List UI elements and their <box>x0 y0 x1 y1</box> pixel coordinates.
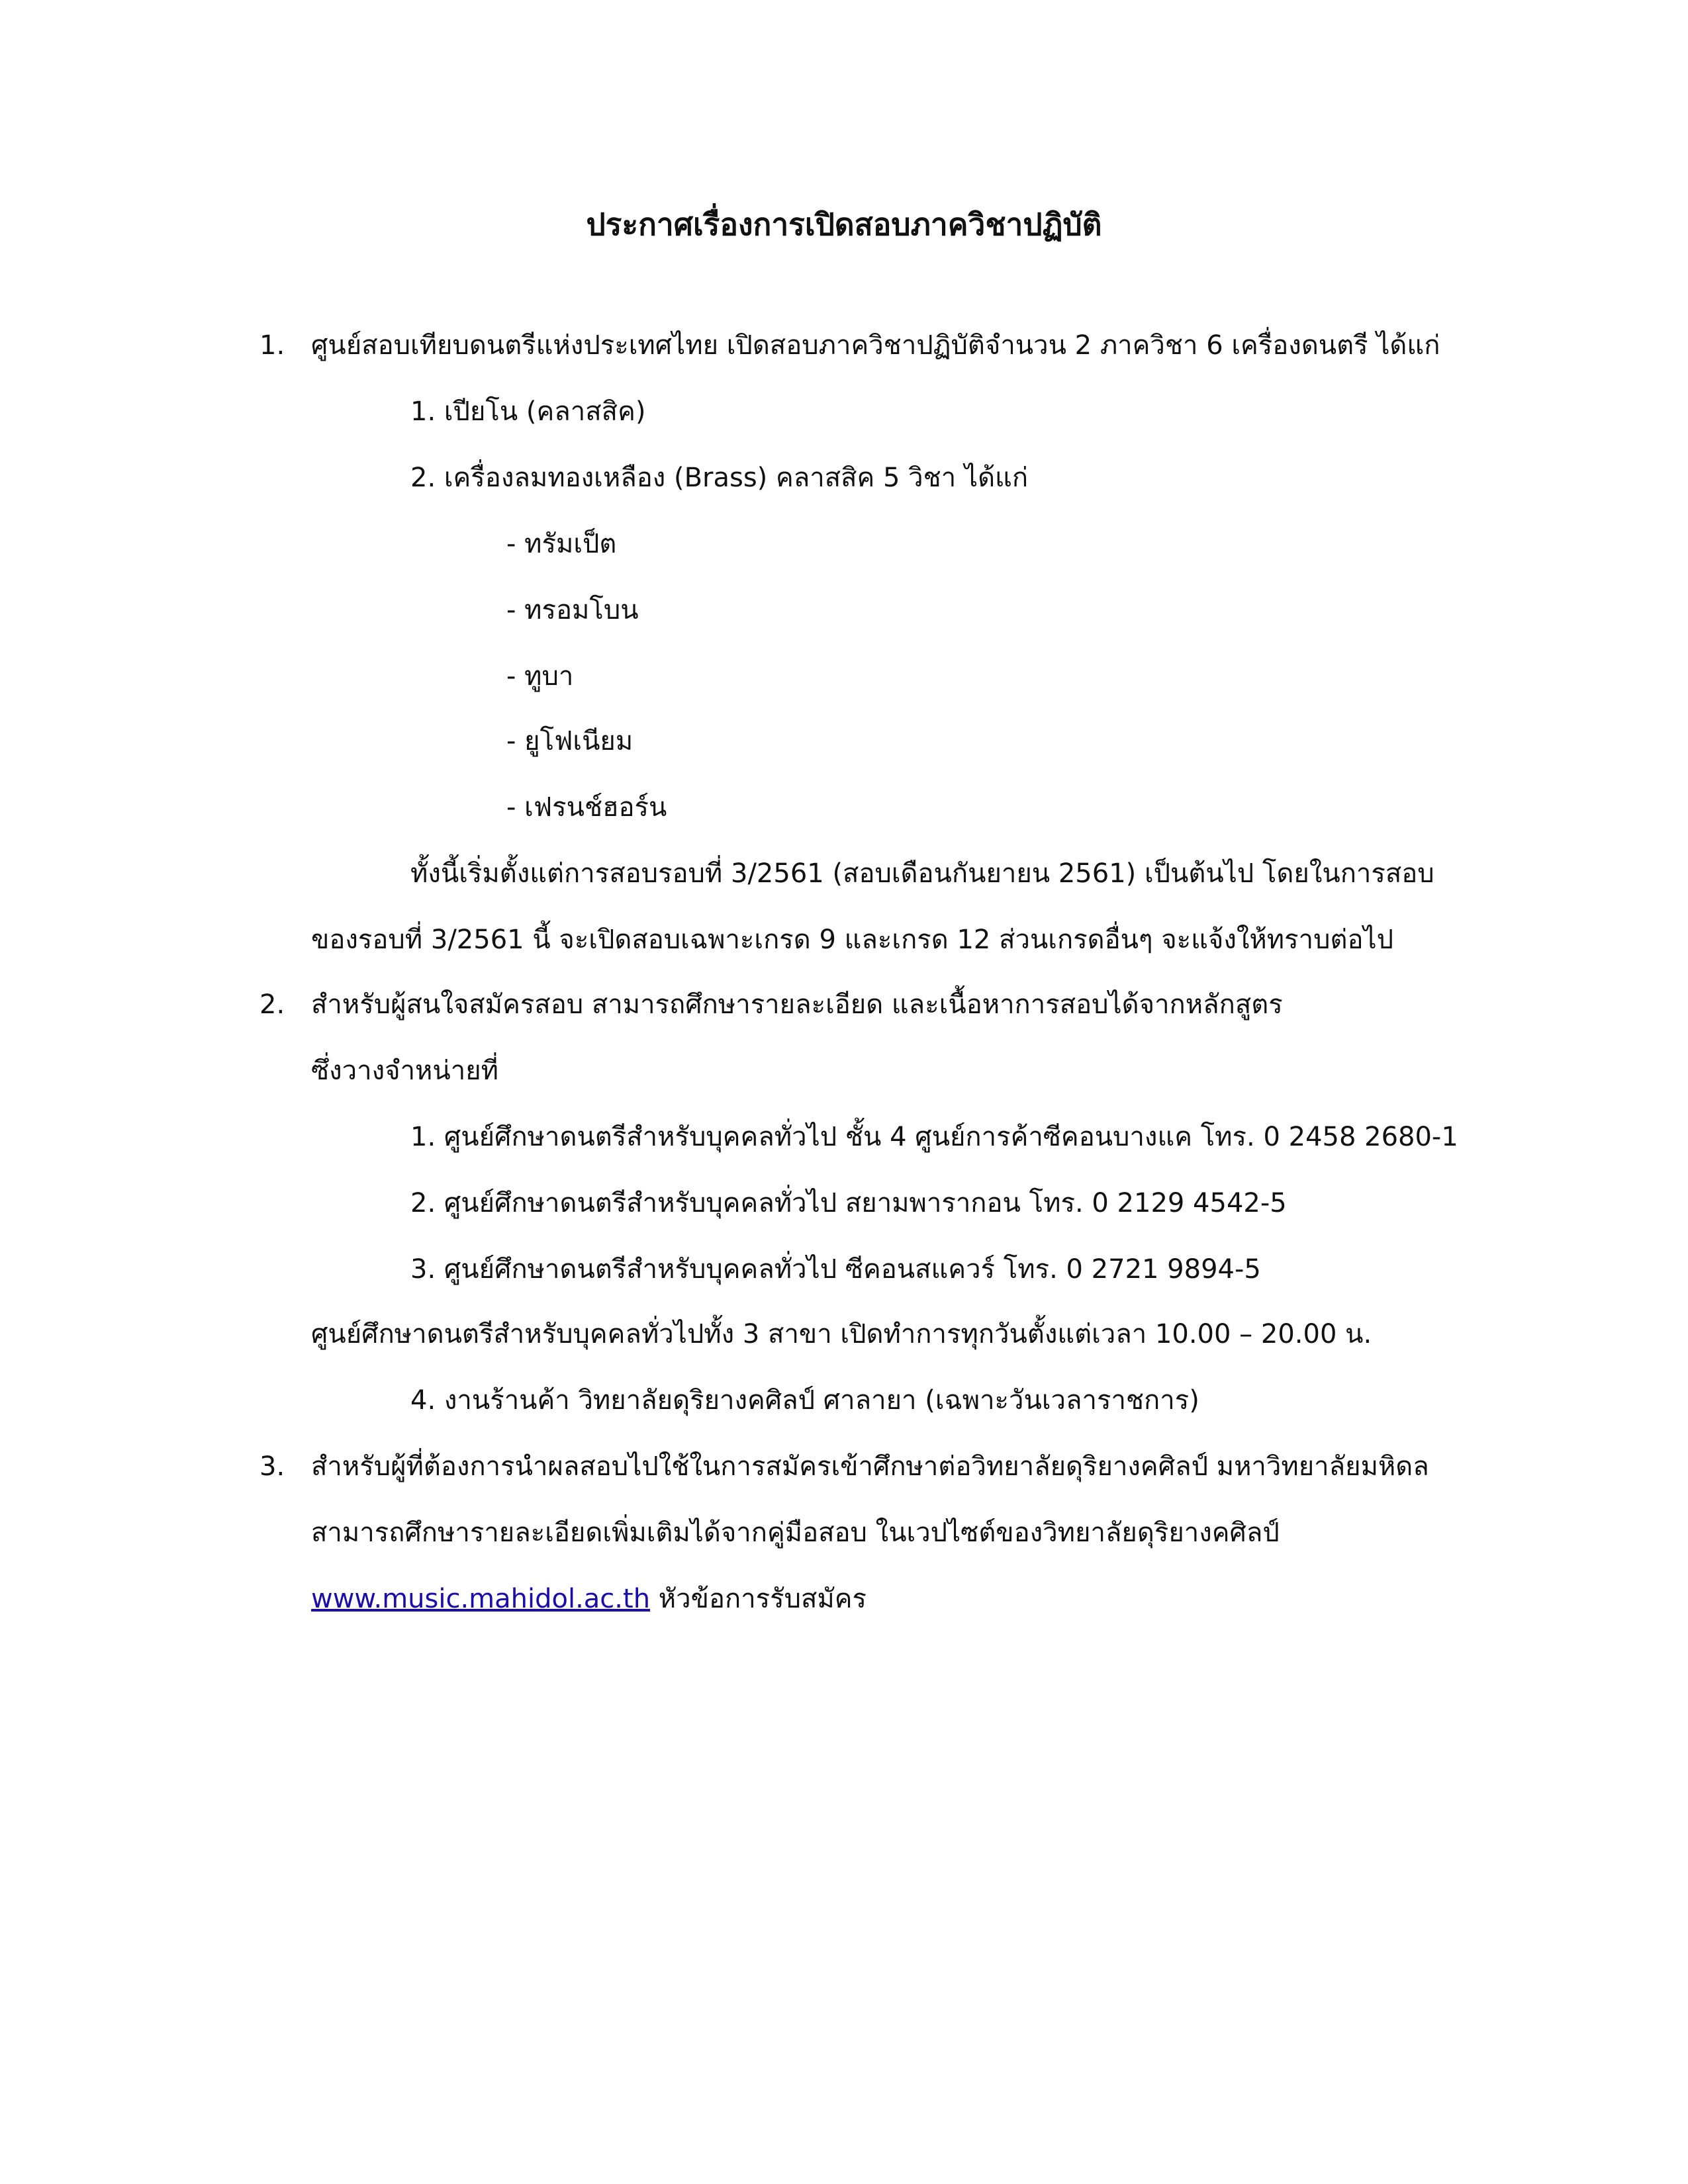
outlet-hours: ศูนย์ศึกษาดนตรีสำหรับบุคคลทั่วไปทั้ง 3 สาขา เปิดทำการทุกวันตั้งแต่เวลา 10.00 – 20.00 น. <box>311 1319 1372 1349</box>
outlet-salaya-shop: 4. งานร้านค้า วิทยาลัยดุริยางคศิลป์ ศาลายา (เฉพาะวันเวลาราชการ) <box>410 1385 1199 1416</box>
outlet-seacon-bangkae: 1. ศูนย์ศึกษาดนตรีสำหรับบุคคลทั่วไป ชั้น 4 ศูนย์การค้าซีคอนบางแค โทร. 0 2458 2680-1 <box>410 1122 1458 1152</box>
outlet-siam-paragon: 2. ศูนย์ศึกษาดนตรีสำหรับบุคคลทั่วไป สยามพารากอน โทร. 0 2129 4542-5 <box>410 1188 1287 1218</box>
section-3-line-1: สำหรับผู้ที่ต้องการนำผลสอบไปใช้ในการสมัครเข้าศึกษาต่อวิทยาลัยดุริยางคศิลป์ มหาวิทยาลัยมหิดล <box>311 1451 1429 1482</box>
section-2-line-1: สำหรับผู้สนใจสมัครสอบ สามารถศึกษารายละเอียด และเนื้อหาการสอบได้จากหลักสูตร <box>311 989 1283 1020</box>
instrument-brass: 2. เครื่องลมทองเหลือง (Brass) คลาสสิค 5 วิชา ได้แก่ <box>410 463 1029 493</box>
section-3-line-2: สามารถศึกษารายละเอียดเพิ่มเติมได้จากคู่มือสอบ ในเวปไซต์ของวิทยาลัยดุริยางคศิลป์ <box>311 1518 1280 1548</box>
link-suffix: หัวข้อการรับสมัคร <box>650 1584 867 1614</box>
section-3-number: 3. <box>259 1451 285 1482</box>
section-2-number: 2. <box>259 989 285 1020</box>
section-1-text: ศูนย์สอบเทียบดนตรีแห่งประเทศไทย เปิดสอบภาควิชาปฏิบัติจำนวน 2 ภาควิชา 6 เครื่องดนตรี ได้แก่ <box>311 330 1440 361</box>
brass-trumpet: - ทรัมเป็ต <box>506 529 617 559</box>
section-1-note-line-1: ทั้งนี้เริ่มตั้งแต่การสอบรอบที่ 3/2561 (สอบเดือนกันยายน 2561) เป็นต้นไป โดยในการสอบ <box>410 858 1434 889</box>
page-title: ประกาศเรื่องการเปิดสอบภาควิชาปฏิบัติ <box>586 206 1102 242</box>
section-3-line-3 <box>311 1579 867 1619</box>
brass-french-horn: - เฟรนช์ฮอร์น <box>506 792 667 823</box>
section-1-note-line-2: ของรอบที่ 3/2561 นี้ จะเปิดสอบเฉพาะเกรด 9 และเกรด 12 ส่วนเกรดอื่นๆ จะแจ้งให้ทราบต่อไป <box>311 925 1393 955</box>
instrument-piano: 1. เปียโน (คลาสสิค) <box>410 396 646 427</box>
outlet-seacon-square: 3. ศูนย์ศึกษาดนตรีสำหรับบุคคลทั่วไป ซีคอนสแควร์ โทร. 0 2721 9894-5 <box>410 1254 1261 1285</box>
section-1-number: 1. <box>259 330 285 361</box>
brass-trombone: - ทรอมโบน <box>506 595 639 625</box>
section-2-line-2: ซึ่งวางจำหน่ายที่ <box>311 1056 499 1086</box>
brass-euphonium: - ยูโฟเนียม <box>506 726 633 756</box>
music-mahidol-link[interactable]: www.music.mahidol.ac.th <box>311 1584 651 1614</box>
brass-tuba: - ทูบา <box>506 661 574 692</box>
